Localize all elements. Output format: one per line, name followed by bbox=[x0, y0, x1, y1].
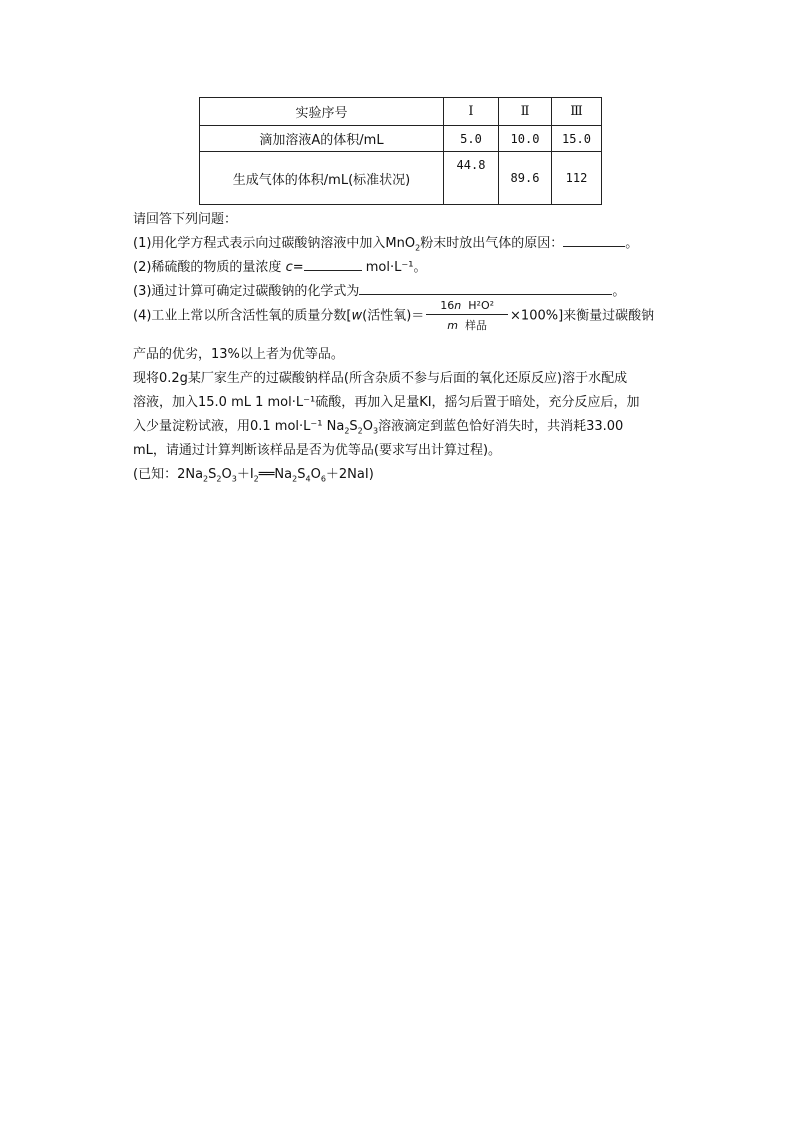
question-3 bbox=[133, 280, 625, 299]
fraction-denominator: m 样品 bbox=[447, 319, 488, 332]
paragraph-line-3: 入少量淀粉试液，用0.1 mol·L⁻¹ $Na_2S_2O_3$溶液滴定到蓝色恰好消失时，共消耗33.00 bbox=[133, 419, 624, 436]
q1-text: (1)用化学方程式表示向过碳酸钠溶液中加入MnO bbox=[133, 236, 416, 251]
experiment-table bbox=[199, 97, 602, 205]
header-cell: Ⅰ bbox=[444, 98, 499, 126]
formula-fraction bbox=[426, 299, 508, 333]
fraction-numerator: 16n H²O² bbox=[426, 299, 508, 315]
table-header-row bbox=[200, 98, 602, 126]
table-row bbox=[200, 152, 602, 205]
paragraph-line-2: 溶液，加入15.0 mL 1 mol·L⁻¹硫酸，再加入足量KI，摇匀后置于暗处，充分反应后，加 bbox=[133, 395, 640, 410]
answer-blank-1[interactable] bbox=[563, 234, 625, 247]
table-cell: 44.8 bbox=[444, 152, 499, 205]
q1-after: 粉末时放出气体的原因： bbox=[420, 236, 564, 251]
question-1 bbox=[133, 232, 638, 253]
paragraph-line-1: 现将0.2g某厂家生产的过碳酸钠样品(所含杂质不参与后面的氧化还原反应)溶于水配成 bbox=[133, 371, 628, 386]
q3-text: (3)通过计算可确定过碳酸钠的化学式为 bbox=[133, 284, 360, 299]
q1-end: 。 bbox=[625, 236, 639, 251]
paragraph-line-4: mL，请通过计算判断该样品是否为优等品(要求写出计算过程)。 bbox=[133, 443, 502, 458]
q2-pre: (2)稀硫酸的物质的量浓度 bbox=[133, 260, 282, 275]
row-label: 生成气体的体积/mL(标准状况) bbox=[200, 152, 444, 205]
q2-eq: = bbox=[292, 260, 304, 275]
table-cell: 5.0 bbox=[444, 126, 499, 152]
answer-blank-3[interactable] bbox=[359, 282, 612, 295]
table-cell: 15.0 bbox=[552, 126, 602, 152]
table-cell: 89.6 bbox=[499, 152, 552, 205]
q2-var: c bbox=[285, 260, 293, 275]
q3-end: 。 bbox=[612, 284, 626, 299]
q1-sub: 2 bbox=[415, 243, 421, 253]
question-4 bbox=[133, 299, 654, 333]
known-equation: (已知：$2Na_2S_2O_3+I_2══Na_2S_4O_6+2NaI$) bbox=[133, 467, 374, 484]
table-cell: 112 bbox=[552, 152, 602, 205]
q4-w: w bbox=[351, 308, 363, 324]
table-row bbox=[200, 126, 602, 152]
q4-pre: (4)工业上常以所含活性氧的质量分数[ bbox=[133, 308, 352, 324]
prompt-text: 请回答下列问题： bbox=[133, 212, 238, 227]
q4-post: ×100%]来衡量过碳酸钠 bbox=[510, 308, 655, 324]
q2-unit: mol·L⁻¹。 bbox=[365, 260, 427, 275]
header-cell: Ⅲ bbox=[552, 98, 602, 126]
row-label: 滴加溶液A的体积/mL bbox=[200, 126, 444, 152]
q4-mid: (活性氧)＝ bbox=[362, 308, 425, 324]
table-cell: 10.0 bbox=[499, 126, 552, 152]
question-2 bbox=[133, 256, 426, 275]
header-cell: 实验序号 bbox=[200, 98, 444, 126]
header-cell: Ⅱ bbox=[499, 98, 552, 126]
answer-blank-2[interactable] bbox=[304, 258, 362, 271]
question-4-line2: 产品的优劣，13%以上者为优等品。 bbox=[133, 347, 344, 362]
